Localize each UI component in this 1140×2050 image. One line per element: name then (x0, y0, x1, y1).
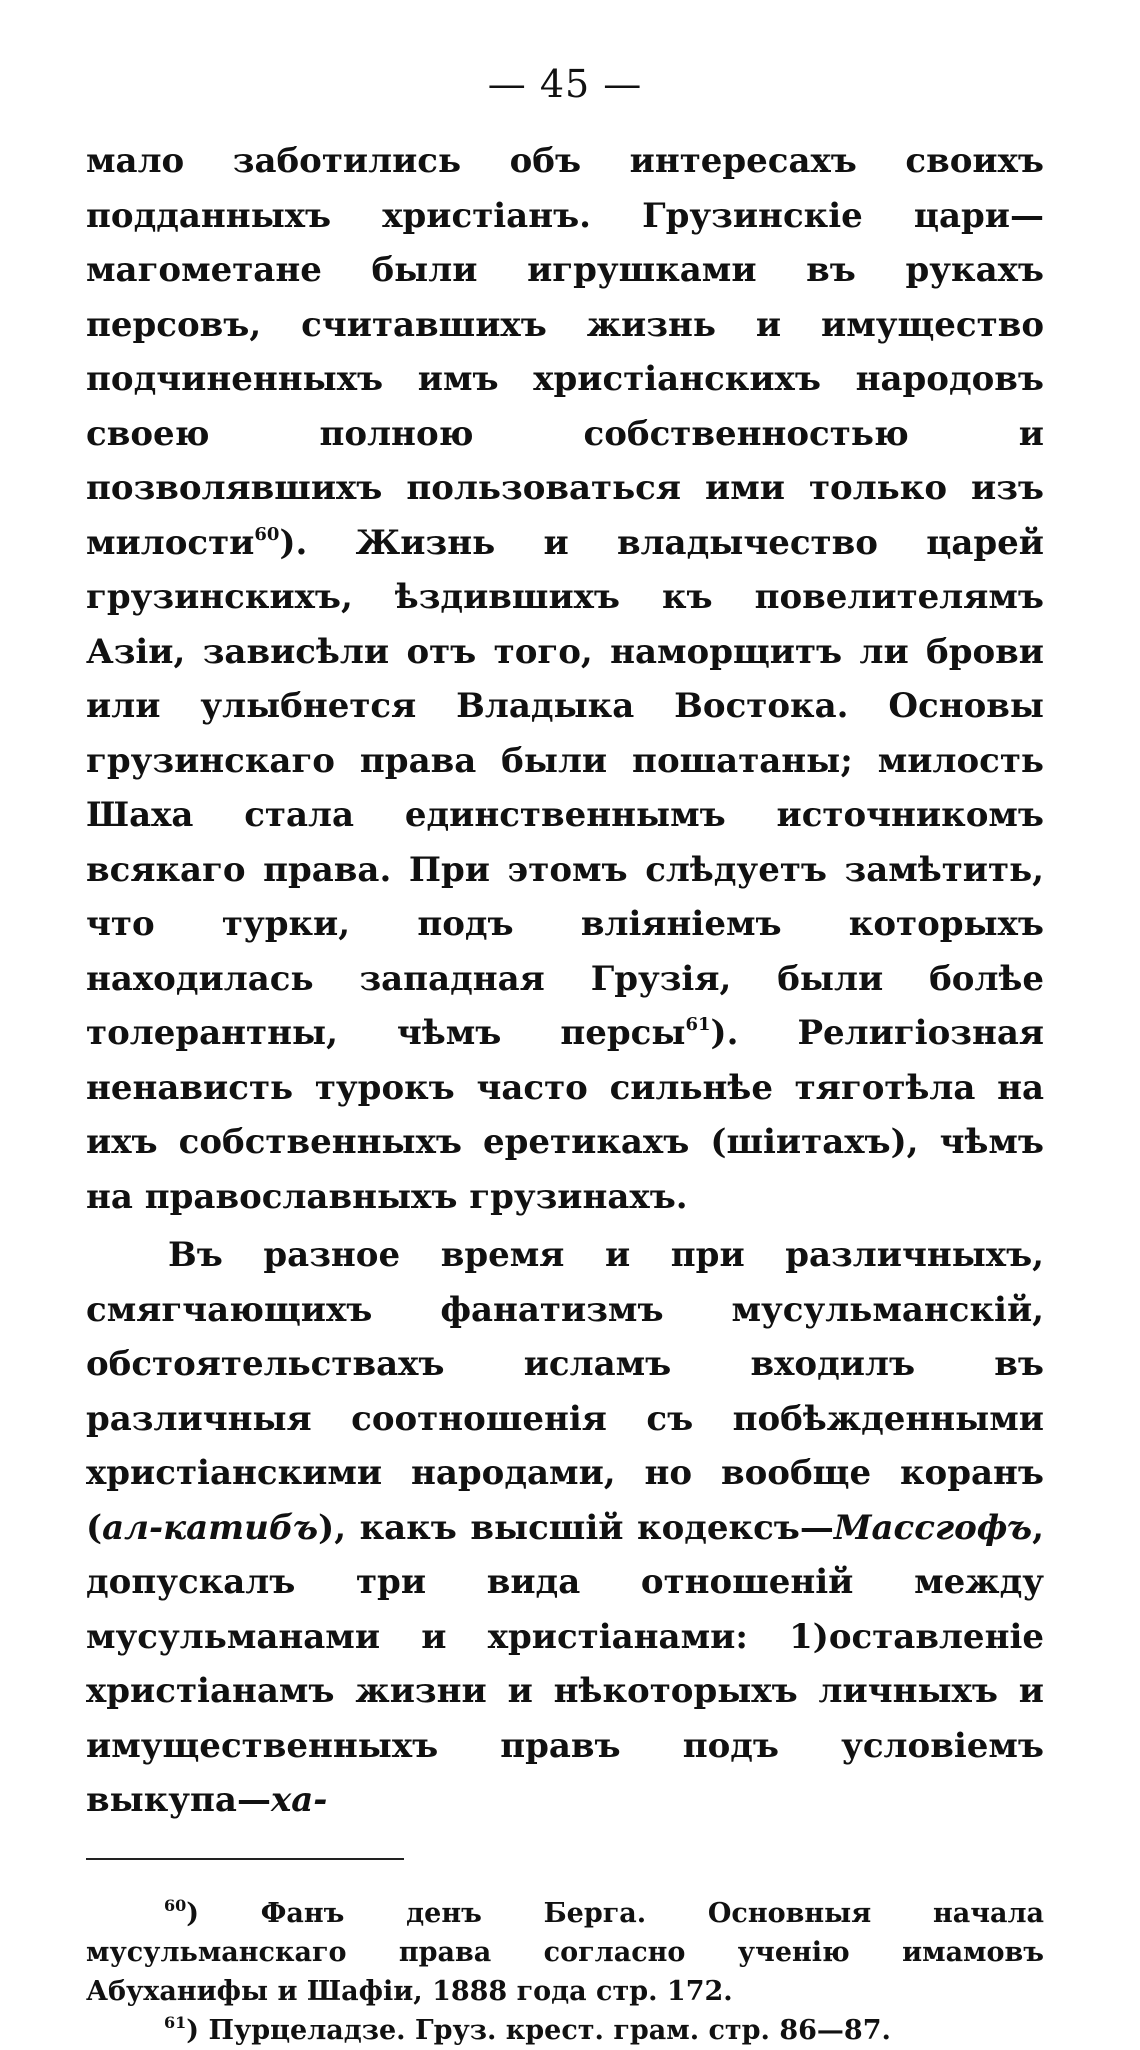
footnote-60-text: ) Фанъ денъ Берга. Основныя начала мусульманскаго права согласно ученію имамовъ Абуханифы и Шафіи, 1888 года стр. 172. (86, 1897, 1044, 2007)
footnote-divider (86, 1858, 404, 1860)
paragraph-2-text-c: , допускалъ три вида отношеній между мусульманами и христіанами: 1)оставленіе христіанамъ жизни и нѣкоторыхъ личныхъ и имущественныхъ правъ подъ условіемъ выкупа— (86, 1507, 1044, 1820)
paragraph-2 (86, 1228, 1044, 1828)
page-number: — 45 — (487, 62, 643, 106)
body-text (86, 134, 1044, 1828)
paragraph-1-text-b: ). Жизнь и владычество царей грузинскихъ, ѣздившихъ къ повелителямъ Азіи, зависѣли отъ того, наморщитъ ли брови или улыбнется Владыка Востока. Основы грузинскаго права были пошатаны; милость Шаха стала единственнымъ источникомъ всякаго права. При этомъ слѣдуетъ замѣтить, что турки, подъ вліяніемъ которыхъ находилась западная Грузія, были болѣе толерантны, чѣмъ персы (86, 522, 1044, 1053)
paragraph-2-italic-massgof: Массгофъ (833, 1507, 1033, 1548)
document-page (86, 60, 1044, 2050)
paragraph-2-italic-al-katib: ал-катибъ (102, 1507, 319, 1548)
footnote-ref-61: 61 (685, 1014, 711, 1035)
footnote-61-mark: 61 (164, 2012, 187, 2032)
footnote-ref-60: 60 (254, 523, 280, 545)
footnote-61-text: ) Пурцеладзе. Груз. крест. грам. стр. 86—87. (186, 2014, 891, 2046)
footnote-60-mark: 60 (164, 1895, 187, 1915)
paragraph-2-text-a: Въ разное время и при различныхъ, смягчающихъ фанатизмъ мусульманскій, обстоятельствахъ исламъ входилъ въ различныя соотношенія съ побѣжденными христіанскими народами, но вообще коранъ ( (86, 1235, 1044, 1548)
paragraph-1-text-a: мало заботились объ интересахъ своихъ подданныхъ христіанъ. Грузинскіе цари—магометане были игрушками въ рукахъ персовъ, считавшихъ жизнь и имущество подчиненныхъ имъ христіанскихъ народовъ своею полною собственностью и позволявшихъ пользоваться ими только изъ милости (86, 141, 1044, 563)
footnotes (86, 1894, 1044, 2050)
paragraph-1-text-c: ). Религіозная ненависть турокъ часто сильнѣе тяготѣла на ихъ собственныхъ еретикахъ (шіитахъ), чѣмъ на православныхъ грузинахъ. (86, 1013, 1044, 1217)
footnote-61 (86, 2011, 1044, 2050)
footnote-60 (86, 1894, 1044, 2011)
paragraph-2-text-b: ), какъ высшій кодексъ— (318, 1507, 834, 1548)
paragraph-2-italic-ha: ха- (270, 1780, 328, 1820)
paragraph-1 (86, 134, 1044, 1224)
